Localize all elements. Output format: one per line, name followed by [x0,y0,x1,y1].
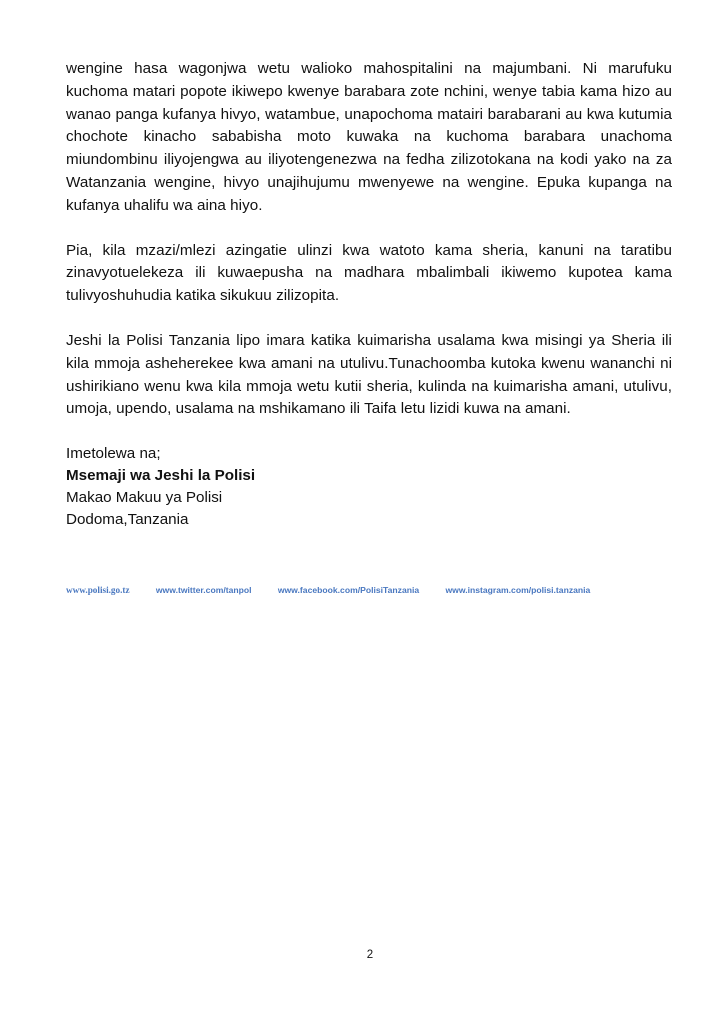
footer-links [66,585,614,595]
paragraph-tire-burning: wengine hasa wagonjwa wetu walioko mahospitalini na majumbani. Ni marufuku kuchoma matari popote ikiwepo kwenye barabara zote nchini, wenye tabia kama hizo au wanao panga kufanya hivyo, watambue, unapochoma matairi barabarani au kwa kutumia chochote kinacho sababisha moto kuwaka na kuchoma barabara unachoma miundombinu iliyojengwa au iliyotengenezwa na fedha zilizotokana na kodi yako na za Watanzania wengine, hivyo unajihujumu mwenyewe na wengine. Epuka kupanga na kufanya uhalifu wa aina hiyo. [66,60,672,214]
page-number: 2 [366,949,374,961]
facebook-link[interactable]: www.facebook.com/PolisiTanzania [277,585,420,595]
signoff-block [66,443,672,531]
issued-by-label: Imetolewa na; [66,445,161,463]
paragraph-child-safety: Pia, kila mzazi/mlezi azingatie ulinzi kwa watoto kama sheria, kanuni na taratibu zinavyotuelekeza ili kuwaepusha na madhara mbalimbali ikiwemo kupotea kama tulivyoshuhudia katika sikukuu zilizopita. [66,241,672,305]
twitter-link[interactable]: www.twitter.com/tanpol [155,585,252,595]
document-body [66,58,672,531]
spokesperson-title: Msemaji wa Jeshi la Polisi [66,467,256,485]
location-line: Dodoma,Tanzania [66,511,189,529]
headquarters-name: Makao Makuu ya Polisi [66,489,223,507]
paragraph-police-commitment: Jeshi la Polisi Tanzania lipo imara katika kuimarisha usalama kwa misingi ya Sheria ili kila mmoja asheherekee kwa amani na utulivu.Tunachoomba kutoka kwenu wananchi ni ushirikiano wenu kwa kila mmoja wetu kutii sheria, kulinda na kuimarisha amani, utulivu, umoja, upendo, usalama na mshikamano ili Taifa letu lizidi kuwa na amani. [66,331,672,418]
website-link[interactable]: www.polisi.go.tz [66,585,130,595]
instagram-link[interactable]: www.instagram.com/polisi.tanzania [445,585,591,595]
